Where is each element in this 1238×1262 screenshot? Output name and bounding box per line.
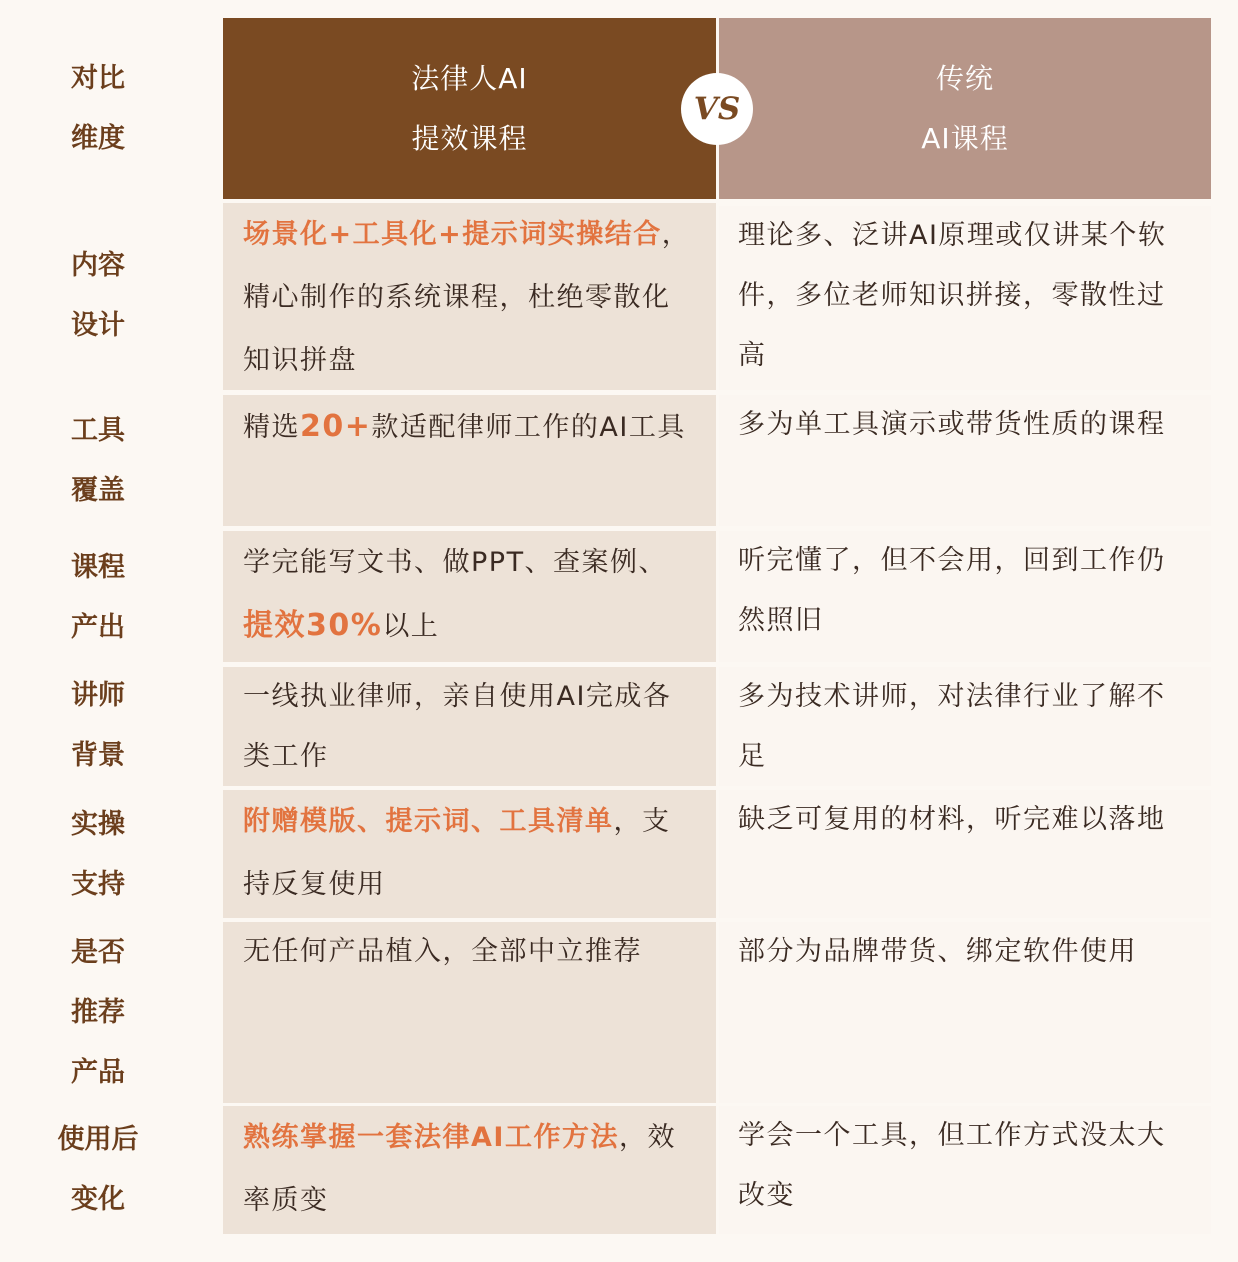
left-cell-tools [223,395,716,526]
right-course-header [719,18,1211,199]
dimension-line: 产品 [71,1057,125,1088]
dimension-header-line-1: 对比 [71,62,125,94]
right-cell-instructor [719,667,1211,786]
vs-label: VS [693,91,741,127]
dimension-header-line-2: 维度 [71,122,125,154]
left-text: 学完能写文书、做PPT、查案例、 [243,547,668,578]
left-title-line-1: 法律人AI [411,61,528,95]
dimension-line: 讲师 [71,680,125,711]
right-text: 部分为品牌带货、绑定软件使用 [738,936,1137,967]
right-cell-practice [719,790,1211,918]
dimension-line: 实操 [71,808,125,840]
left-course-header [223,18,716,199]
dimension-line: 产出 [71,611,125,643]
left-cell-change [223,1106,716,1234]
right-text: 理论多、泛讲AI原理或仅讲某个软件，多位老师知识拼接，零散性过高 [738,220,1167,371]
right-cell-output [719,531,1211,662]
left-cell-output [223,531,716,662]
left-text: 精选 [243,412,300,443]
left-title-line-2: 提效课程 [411,121,528,155]
right-cell-recommend [719,922,1211,1103]
left-text: ，精心制作的系统课程，杜绝零散化知识拼盘 [243,219,691,376]
left-highlight: 场景化+工具化+提示词实操结合 [243,219,662,250]
left-text: ，效率质变 [243,1122,676,1216]
left-text: 款适配律师工作的AI工具 [371,412,686,443]
dimension-line: 支持 [71,868,125,900]
left-highlight: 熟练掌握一套法律AI工作方法 [243,1122,619,1153]
dimension-line: 设计 [71,309,125,341]
left-text: 以上 [382,611,440,642]
row-dimension-recommend [0,923,196,1103]
right-title-line-2: AI课程 [921,121,1009,155]
left-highlight: 20+ [300,409,372,444]
left-text: 无任何产品植入，全部中立推荐 [243,936,642,967]
left-cell-recommend [223,922,716,1103]
dimension-line: 推荐 [71,997,125,1028]
right-text: 多为技术讲师，对法律行业了解不足 [738,681,1166,772]
right-cell-change [719,1106,1211,1234]
right-cell-tools [719,395,1211,526]
row-dimension-output [0,535,196,660]
right-text: 听完懂了，但不会用，回到工作仍然照旧 [738,545,1166,636]
dimension-line: 变化 [71,1184,125,1215]
row-dimension-change [0,1110,196,1230]
dimension-header [0,18,196,199]
row-dimension-instructor [0,666,196,786]
dimension-line: 是否 [71,937,125,968]
row-dimension-content [0,203,196,388]
vs-badge [681,73,753,145]
left-text: ，支持反复使用 [243,806,671,900]
left-highlight: 提效30% [243,608,383,643]
left-cell-instructor [223,667,716,786]
right-text: 多为单工具演示或带货性质的课程 [738,409,1166,440]
left-cell-practice [223,790,716,918]
right-text: 学会一个工具，但工作方式没太大改变 [738,1120,1166,1211]
right-title-line-1: 传统 [935,61,994,95]
dimension-line: 工具 [71,414,125,446]
row-dimension-tools [0,398,196,523]
left-cell-content [223,203,716,390]
dimension-line: 使用后 [57,1124,139,1155]
dimension-line: 背景 [71,740,125,771]
right-text: 缺乏可复用的材料，听完难以落地 [738,804,1166,835]
dimension-line: 覆盖 [71,474,125,506]
dimension-line: 内容 [71,249,125,281]
left-text: 一线执业律师，亲自使用AI完成各类工作 [243,681,672,772]
left-highlight: 附赠模版、提示词、工具清单 [243,806,614,837]
dimension-line: 课程 [71,551,125,583]
row-dimension-practice [0,794,196,915]
right-cell-content [719,206,1211,390]
